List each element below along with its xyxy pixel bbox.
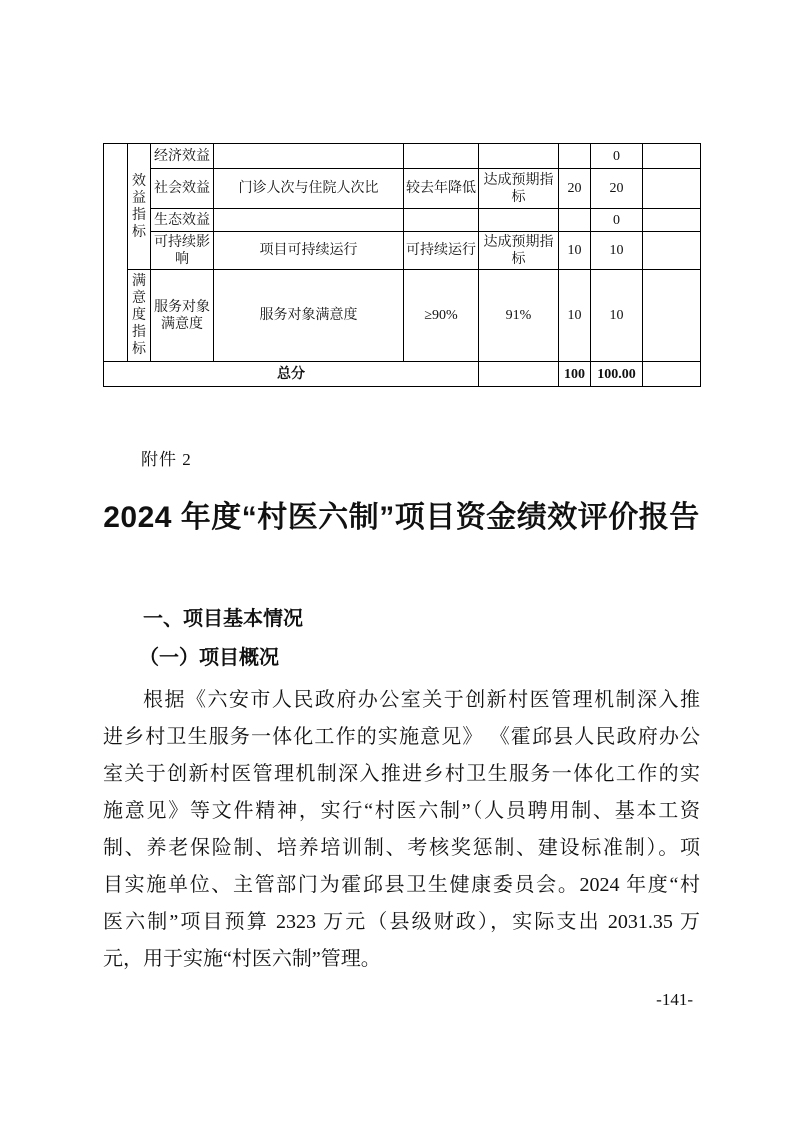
paragraph-line: 进乡村卫生服务一体化工作的实施意见》 《霍邱县人民政府办公 xyxy=(103,726,700,748)
cell-social-standard: 较去年降低 xyxy=(404,169,479,209)
cell-economic-note xyxy=(643,144,701,169)
table-row-social xyxy=(104,169,701,209)
cell-benefit-group: 效益指标 xyxy=(128,144,151,270)
cell-sustain-result: 达成预期指标 xyxy=(479,232,559,270)
cell-ecological-weight xyxy=(559,209,591,232)
paragraph-line: 目实施单位、主管部门为霍邱县卫生健康委员会。2024 年度“村 xyxy=(103,874,700,896)
cell-satisfaction-indicator: 服务对象满意度 xyxy=(214,270,404,362)
cell-social-result: 达成预期指标 xyxy=(479,169,559,209)
cell-ecological-score: 0 xyxy=(591,209,643,232)
cell-ecological-note xyxy=(643,209,701,232)
cell-social-note xyxy=(643,169,701,209)
body-paragraph xyxy=(103,682,700,978)
table-row-satisfaction xyxy=(104,270,701,362)
cell-social-weight: 20 xyxy=(559,169,591,209)
paragraph-line: 根据《六安市人民政府办公室关于创新村医管理机制深入推 xyxy=(143,689,700,711)
paragraph-line: 医六制”项目预算 2323 万元（县级财政），实际支出 2031.35 万 xyxy=(103,911,700,933)
cell-total-result xyxy=(479,362,559,387)
cell-category-empty xyxy=(104,144,128,362)
table-row-total xyxy=(104,362,701,387)
cell-satisfaction-result: 91% xyxy=(479,270,559,362)
cell-satisfaction-standard: ≥90% xyxy=(404,270,479,362)
cell-satisfaction-note xyxy=(643,270,701,362)
cell-economic-indicator xyxy=(214,144,404,169)
table-row-economic xyxy=(104,144,701,169)
page-number: -141- xyxy=(656,990,693,1009)
cell-satisfaction-score: 10 xyxy=(591,270,643,362)
cell-sustain-indicator: 项目可持续运行 xyxy=(214,232,404,270)
table-row-ecological xyxy=(104,209,701,232)
cell-ecological-result xyxy=(479,209,559,232)
cell-total-note xyxy=(643,362,701,387)
cell-social-score: 20 xyxy=(591,169,643,209)
cell-sustain-standard: 可持续运行 xyxy=(404,232,479,270)
section-heading-2: （一）项目概况 xyxy=(139,647,279,669)
cell-total-score: 100.00 xyxy=(591,362,643,387)
cell-economic-standard xyxy=(404,144,479,169)
performance-indicator-table xyxy=(103,143,701,387)
document-title: 2024 年度“村医六制”项目资金绩效评价报告 xyxy=(103,501,700,534)
paragraph-line: 元，用于实施“村医六制”管理。 xyxy=(103,948,381,970)
cell-sustain-note xyxy=(643,232,701,270)
section-heading-1: 一、项目基本情况 xyxy=(143,608,303,630)
cell-economic-label: 经济效益 xyxy=(151,144,214,169)
cell-total-label: 总分 xyxy=(104,362,479,387)
cell-economic-result xyxy=(479,144,559,169)
cell-sustain-weight: 10 xyxy=(559,232,591,270)
cell-economic-weight xyxy=(559,144,591,169)
cell-sustain-score: 10 xyxy=(591,232,643,270)
attachment-label: 附件 2 xyxy=(141,450,192,469)
cell-satisfaction-weight: 10 xyxy=(559,270,591,362)
cell-sustain-label: 可持续影响 xyxy=(151,232,214,270)
paragraph-line: 室关于创新村医管理机制深入推进乡村卫生服务一体化工作的实 xyxy=(103,763,700,785)
cell-ecological-indicator xyxy=(214,209,404,232)
cell-total-weight: 100 xyxy=(559,362,591,387)
cell-ecological-standard xyxy=(404,209,479,232)
cell-satisfaction-group: 满意度指标 xyxy=(128,270,151,362)
cell-social-indicator: 门诊人次与住院人次比 xyxy=(214,169,404,209)
cell-social-label: 社会效益 xyxy=(151,169,214,209)
table-row-sustain xyxy=(104,232,701,270)
cell-ecological-label: 生态效益 xyxy=(151,209,214,232)
paragraph-line: 施意见》等文件精神，实行“村医六制”（人员聘用制、基本工资 xyxy=(103,800,700,822)
paragraph-line: 制、养老保险制、培养培训制、考核奖惩制、建设标准制）。项 xyxy=(103,837,700,859)
cell-economic-score: 0 xyxy=(591,144,643,169)
cell-satisfaction-label: 服务对象满意度 xyxy=(151,270,214,362)
